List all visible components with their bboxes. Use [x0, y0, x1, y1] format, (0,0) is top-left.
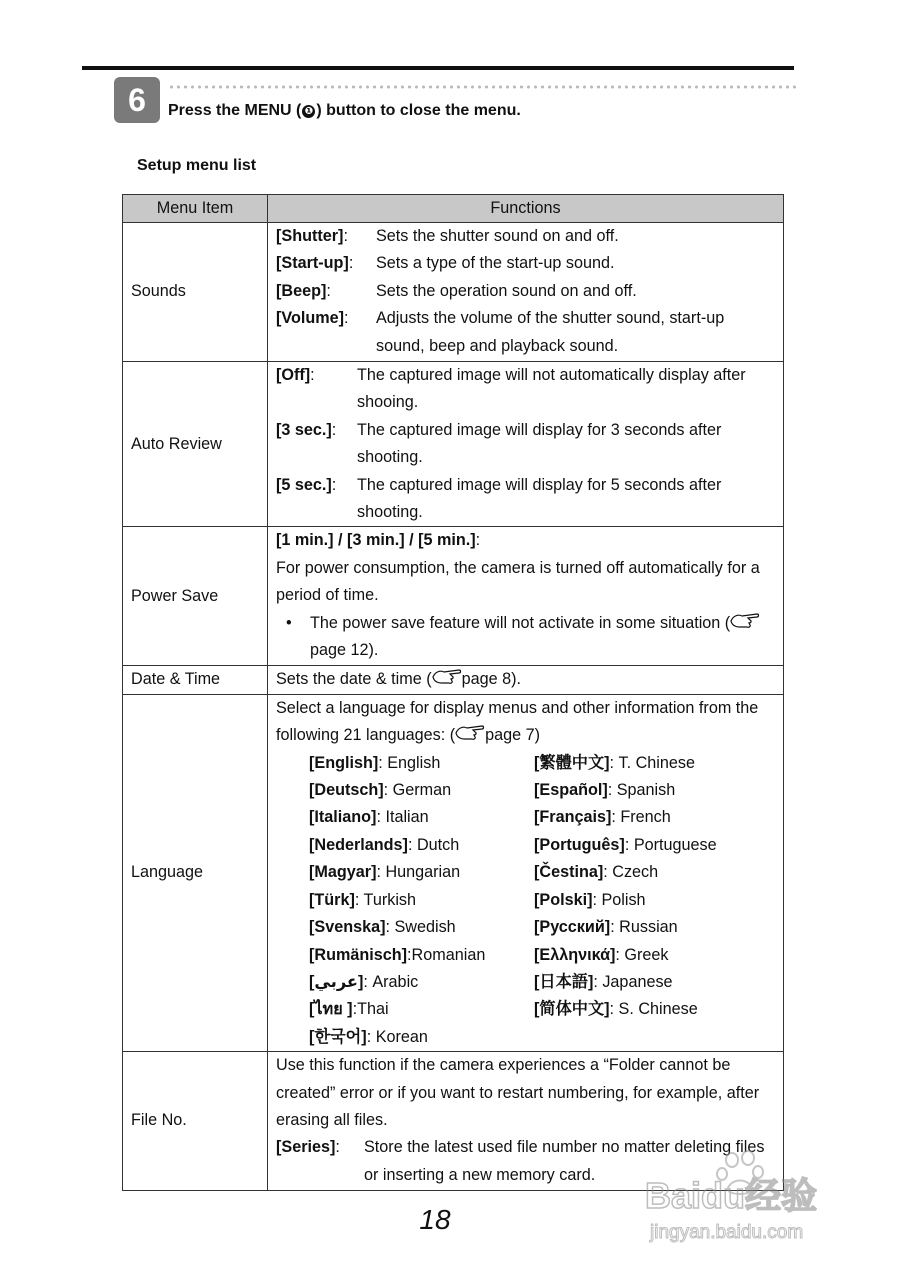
page-ref[interactable]: page 7) — [485, 726, 540, 745]
list-item — [534, 969, 764, 996]
list-item — [309, 996, 534, 1023]
list-item — [534, 832, 764, 859]
list-item — [309, 832, 534, 859]
option-key: [1 min.] / [3 min.] / [5 min.] — [276, 531, 476, 550]
option-key: [Off] : — [276, 362, 357, 417]
pointing-hand-icon — [432, 668, 462, 686]
lang-name: : Arabic — [363, 972, 419, 991]
step-number-badge: 6 — [114, 77, 160, 123]
lang-key: [Čestina] — [534, 863, 604, 882]
list-item — [534, 804, 764, 831]
table-header-row — [123, 195, 784, 223]
option-row — [276, 250, 777, 277]
option-key: [Beep] : — [276, 278, 376, 305]
language-list — [276, 750, 777, 1051]
lang-key: [English] — [309, 753, 379, 772]
list-item — [309, 804, 534, 831]
list-item — [309, 969, 534, 996]
lang-name: : Korean — [366, 1027, 428, 1046]
option-key: [5 sec.] : — [276, 472, 357, 527]
list-item — [309, 859, 534, 886]
option-desc: Store the latest used file number no matter deleting files or inserting a new memory card. — [364, 1138, 765, 1184]
option-key: [Start-up] : — [276, 250, 376, 277]
lang-key: [Türk] — [309, 890, 355, 909]
lang-name: : Japanese — [593, 972, 673, 991]
lang-name: : Italian — [376, 808, 429, 827]
lang-name: : Greek — [615, 945, 669, 964]
lang-key: [Français] — [534, 808, 612, 827]
lang-key: [Magyar] — [309, 863, 377, 882]
functions-date-time — [268, 666, 784, 694]
power-save-desc: For power consumption, the camera is turned off automatically for a period of time. — [276, 558, 760, 605]
watermark-text: Baidu经验 — [645, 1175, 818, 1216]
lang-key: [Русский] — [534, 918, 611, 937]
top-rule — [82, 66, 794, 70]
menu-item-power-save: Power Save — [123, 527, 268, 666]
note-text: The power save feature will not activate in some situation ( — [310, 613, 731, 632]
lang-name: : Czech — [603, 863, 659, 882]
list-item — [309, 1024, 534, 1051]
lang-key: [Español] — [534, 781, 608, 800]
menu-item-sounds: Sounds — [123, 223, 268, 362]
date-time-desc: Sets the date & time ( — [276, 670, 432, 689]
lang-name: :Romanian — [407, 945, 486, 964]
table-row — [123, 223, 784, 362]
intro-text: Select a language for display menus and other information from the following 21 languages: ( — [276, 698, 759, 745]
list-item — [534, 777, 764, 804]
lang-name: : French — [611, 808, 671, 827]
power-save-options: [1 min.] / [3 min.] / [5 min.]: — [276, 531, 481, 550]
option-row — [276, 417, 777, 472]
option-desc: Sets the operation sound on and off. — [376, 281, 637, 300]
list-item — [534, 942, 764, 969]
list-item — [309, 777, 534, 804]
list-item — [534, 996, 764, 1023]
list-item — [534, 914, 764, 941]
lang-key: [Deutsch] — [309, 781, 384, 800]
option-row — [276, 362, 777, 417]
list-item — [309, 942, 534, 969]
lang-name: : English — [378, 753, 441, 772]
file-no-desc: Use this function if the camera experiences a “Folder cannot be created” error or if you want to restart numbering, for example, after erasing all files. — [276, 1056, 760, 1129]
setup-menu-table — [122, 194, 784, 1191]
menu-item-file-no: File No. — [123, 1052, 268, 1191]
pointing-hand-icon — [730, 612, 760, 630]
bullet: • — [286, 613, 292, 632]
lang-name: : Spanish — [607, 781, 676, 800]
lang-name: : Dutch — [407, 835, 460, 854]
functions-auto-review — [268, 362, 784, 527]
table-row — [123, 666, 784, 694]
lang-name: : T. Chinese — [609, 753, 696, 772]
option-key: [3 sec.] : — [276, 417, 357, 472]
option-key: [Series] : — [276, 1134, 364, 1189]
option-row — [276, 305, 777, 360]
lang-key: [Nederlands] — [309, 835, 408, 854]
table-row — [123, 362, 784, 527]
power-save-note — [276, 610, 777, 665]
page-number: 18 — [419, 1204, 451, 1235]
lang-key: [Italiano] — [309, 808, 377, 827]
menu-item-language: Language — [123, 694, 268, 1051]
option-key: [Volume] : — [276, 305, 376, 360]
language-intro — [276, 695, 777, 750]
baidu-watermark — [640, 1150, 855, 1245]
lang-key: [简体中文] — [534, 1000, 610, 1019]
lang-key: [Ελληνικά] — [534, 945, 616, 964]
list-item — [534, 887, 764, 914]
table-row — [123, 527, 784, 666]
list-item — [534, 750, 764, 777]
list-item — [534, 859, 764, 886]
lang-key: [Svenska] — [309, 918, 386, 937]
lang-key: [한국어] — [309, 1027, 367, 1046]
lang-key: [ไทย ] — [309, 1000, 353, 1019]
option-desc: The captured image will display for 5 seconds after shooting. — [357, 475, 722, 522]
list-item — [309, 750, 534, 777]
lang-name: : Turkish — [354, 890, 417, 909]
option-desc: The captured image will not automatically display after shooing. — [357, 366, 746, 412]
option-row — [276, 472, 777, 527]
page-ref[interactable]: page 8). — [461, 670, 522, 689]
option-row — [276, 278, 777, 305]
pointing-hand-icon — [455, 724, 485, 742]
lang-name: : S. Chinese — [609, 1000, 698, 1019]
dotted-divider — [168, 84, 796, 90]
section-title: Setup menu list — [137, 157, 257, 174]
menu-button-icon: ❶ — [302, 105, 315, 118]
lang-key: [繁體中文] — [534, 753, 610, 772]
lang-name: : Polish — [592, 890, 646, 909]
lang-key: [عربي] — [309, 972, 364, 991]
header-menu-item: Menu Item — [123, 195, 268, 223]
lang-key: [日本語] — [534, 972, 594, 991]
step-instruction: Press the MENU ( ❶ ) button to close the menu. — [168, 102, 521, 119]
menu-item-date-time: Date & Time — [123, 666, 268, 694]
lang-key: [Rumänisch] — [309, 945, 408, 964]
header-functions: Functions — [268, 195, 784, 223]
functions-power-save — [268, 527, 784, 666]
lang-name: :Thai — [352, 1000, 389, 1019]
watermark-url: jingyan.baidu.com — [650, 1222, 804, 1243]
lang-name: : German — [383, 781, 452, 800]
functions-sounds — [268, 223, 784, 362]
lang-key: [Polski] — [534, 890, 593, 909]
option-row — [276, 223, 777, 250]
option-desc: The captured image will display for 3 seconds after shooting. — [357, 420, 722, 467]
functions-language — [268, 694, 784, 1051]
lang-name: : Portuguese — [624, 835, 717, 854]
lang-name: : Hungarian — [376, 863, 461, 882]
option-key: [Shutter] : — [276, 223, 376, 250]
list-item — [309, 887, 534, 914]
option-desc: Adjusts the volume of the shutter sound, start-up sound, beep and playback sound. — [376, 309, 725, 355]
lang-name: : Russian — [610, 918, 678, 937]
lang-name: : Swedish — [385, 918, 456, 937]
menu-item-auto-review: Auto Review — [123, 362, 268, 527]
option-desc: Sets the shutter sound on and off. — [376, 227, 619, 245]
page-ref[interactable]: page 12). — [310, 641, 379, 660]
lang-key: [Português] — [534, 835, 625, 854]
option-desc: Sets a type of the start-up sound. — [376, 254, 615, 273]
table-row — [123, 694, 784, 1051]
list-item — [309, 914, 534, 941]
